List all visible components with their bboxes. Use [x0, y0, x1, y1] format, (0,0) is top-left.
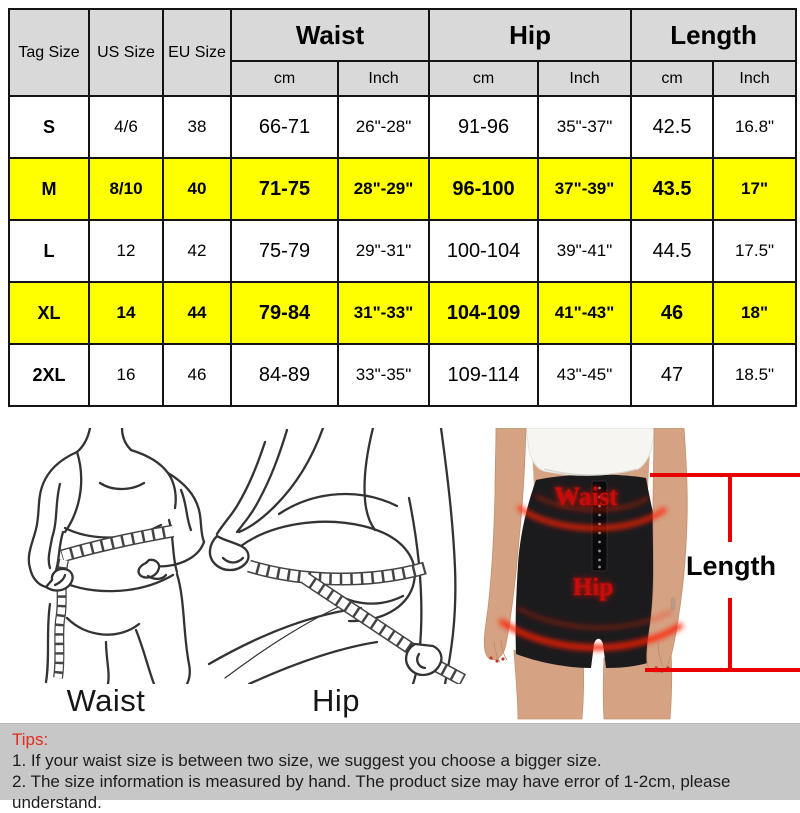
table-cell: 35"-37" [538, 96, 631, 158]
size-row-m [9, 158, 796, 220]
table-cell: 42 [163, 220, 231, 282]
table-cell: 4/6 [89, 96, 163, 158]
table-cell: 16.8" [713, 96, 796, 158]
waist-caption: Waist [66, 683, 146, 718]
unit-hip-inch: Inch [538, 61, 631, 96]
header-tag-size: Tag Size [9, 9, 89, 96]
header-length: Length [631, 9, 796, 61]
tips-title: Tips: [12, 730, 49, 749]
tips-line-2: 2. The size information is measured by hand. The product size may have error of 1-2cm, please understand. [12, 772, 731, 812]
table-cell: 44.5 [631, 220, 713, 282]
table-cell: 104-109 [429, 282, 538, 344]
table-cell: 43"-45" [538, 344, 631, 406]
table-cell: 71-75 [231, 158, 338, 220]
size-row-s [9, 96, 796, 158]
waist-measurement-illustration [5, 428, 235, 684]
size-row-xl [9, 282, 796, 344]
tips-bar [0, 723, 800, 812]
table-cell: 44 [163, 282, 231, 344]
size-row-l [9, 220, 796, 282]
table-cell: 8/10 [89, 158, 163, 220]
table-cell: 41"-43" [538, 282, 631, 344]
header-eu-size: EU Size [163, 9, 231, 96]
table-cell: 18.5" [713, 344, 796, 406]
header-hip: Hip [429, 9, 631, 61]
table-cell: 16 [89, 344, 163, 406]
size-row-2xl [9, 344, 796, 406]
table-cell: 79-84 [231, 282, 338, 344]
table-cell: 31"-33" [338, 282, 429, 344]
unit-length-cm: cm [631, 61, 713, 96]
table-cell: 37"-39" [538, 158, 631, 220]
table-cell: 43.5 [631, 158, 713, 220]
table-cell: 91-96 [429, 96, 538, 158]
hip-caption: Hip [311, 683, 360, 718]
table-cell: 14 [89, 282, 163, 344]
crop-top [526, 428, 656, 475]
tag-size-cell: S [9, 96, 89, 158]
table-cell: 42.5 [631, 96, 713, 158]
tips-line-1: 1. If your waist size is between two size, we suggest you choose a bigger size. [12, 751, 602, 770]
table-cell: 38 [163, 96, 231, 158]
tag-size-cell: 2XL [9, 344, 89, 406]
table-cell: 66-71 [231, 96, 338, 158]
hip-label: Hip [572, 574, 614, 601]
table-header-row [9, 9, 796, 61]
table-cell: 29"-31" [338, 220, 429, 282]
table-cell: 33"-35" [338, 344, 429, 406]
unit-length-inch: Inch [713, 61, 796, 96]
table-cell: 28"-29" [338, 158, 429, 220]
tattoo [671, 598, 675, 610]
table-cell: 100-104 [429, 220, 538, 282]
table-cell: 40 [163, 158, 231, 220]
table-cell: 96-100 [429, 158, 538, 220]
table-cell: 26"-28" [338, 96, 429, 158]
length-label: Length [686, 551, 776, 581]
unit-waist-inch: Inch [338, 61, 429, 96]
table-cell: 18" [713, 282, 796, 344]
tag-size-cell: XL [9, 282, 89, 344]
header-waist: Waist [231, 9, 429, 61]
table-cell: 84-89 [231, 344, 338, 406]
table-cell: 17.5" [713, 220, 796, 282]
tag-size-cell: M [9, 158, 89, 220]
table-cell: 109-114 [429, 344, 538, 406]
measuring-tape [58, 531, 173, 678]
table-cell: 39"-41" [538, 220, 631, 282]
table-cell: 46 [631, 282, 713, 344]
table-cell: 17" [713, 158, 796, 220]
unit-hip-cm: cm [429, 61, 538, 96]
size-chart-table [8, 8, 797, 407]
table-cell: 75-79 [231, 220, 338, 282]
header-us-size: US Size [89, 9, 163, 96]
tag-size-cell: L [9, 220, 89, 282]
waist-label: Waist [554, 482, 618, 511]
table-cell: 47 [631, 344, 713, 406]
table-cell: 12 [89, 220, 163, 282]
hip-measurement-illustration [205, 428, 475, 684]
unit-waist-cm: cm [231, 61, 338, 96]
table-cell: 46 [163, 344, 231, 406]
